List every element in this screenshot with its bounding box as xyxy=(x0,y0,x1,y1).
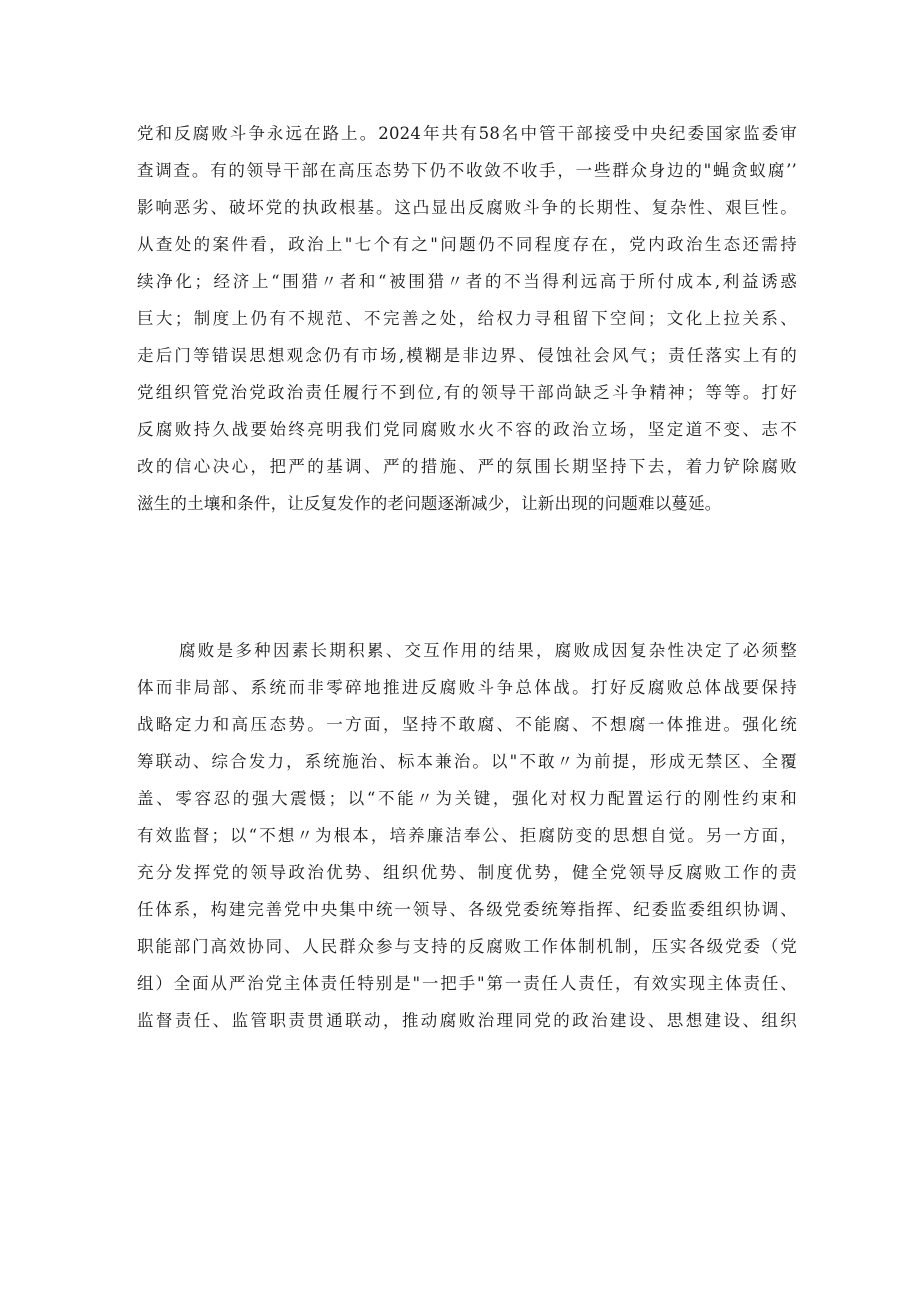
paragraph-line: 体而非局部、系统而非零碎地推进反腐败斗争总体战。打好反腐败总体战要保持 xyxy=(137,678,797,697)
paragraph-line: 党和反腐败斗争永远在路上。2024年共有58名中管干部接受中央纪委国家监委审 xyxy=(137,124,797,143)
paragraph-line: 巨大；制度上仍有不规范、不完善之处，给权力寻租留下空间；文化上拉关系、 xyxy=(137,309,797,328)
paragraph-line: 续净化；经济上“围猎〃者和“被围猎〃者的不当得利远高于所付成本,利益诱惑 xyxy=(137,272,797,291)
paragraph-line: 查调查。有的领导干部在高压态势下仍不收敛不收手，一些群众身边的"蝇贪蚁腐’’ xyxy=(137,161,797,180)
paragraph-2 xyxy=(137,632,797,1039)
paragraph-line: 筹联动、综合发力，系统施治、标本兼治。以"不敢〃为前提，形成无禁区、全覆 xyxy=(137,752,797,771)
paragraph-line: 腐败是多种因素长期积累、交互作用的结果，腐败成因复杂性决定了必须整 xyxy=(179,641,797,660)
paragraph-line: 充分发挥党的领导政治优势、组织优势、制度优势，健全党领导反腐败工作的责 xyxy=(137,863,797,882)
paragraph-line: 职能部门高效协同、人民群众参与支持的反腐败工作体制机制，压实各级党委（党 xyxy=(137,937,797,956)
paragraph-line: 盖、零容忍的强大震慑；以“不能〃为关键，强化对权力配置运行的刚性约束和 xyxy=(137,789,797,808)
paragraph-line: 从查处的案件看，政治上"七个有之"问题仍不同程度存在，党内政治生态还需持 xyxy=(137,235,797,254)
paragraph-1 xyxy=(137,115,797,522)
paragraph-line: 党组织管党治党政治责任履行不到位,有的领导干部尚缺乏斗争精神；等等。打好 xyxy=(137,383,797,402)
paragraph-line: 任体系，构建完善党中央集中统一领导、各级党委统筹指挥、纪委监委组织协调、 xyxy=(137,900,797,919)
paragraph-line: 改的信心决心，把严的基调、严的措施、严的氛围长期坚持下去，着力铲除腐败 xyxy=(137,457,797,476)
paragraph-line: 反腐败持久战要始终亮明我们党同腐败水火不容的政治立场，坚定道不变、志不 xyxy=(137,420,797,439)
paragraph-line: 滋生的土壤和条件，让反复发作的老问题逐渐减少，让新出现的问题难以蔓延。 xyxy=(137,494,722,513)
paragraph-line: 战略定力和高压态势。一方面，坚持不敢腐、不能腐、不想腐一体推进。强化统 xyxy=(137,715,797,734)
paragraph-line: 组）全面从严治党主体责任特别是"一把手"第一责任人责任，有效实现主体责任、 xyxy=(137,974,797,993)
paragraph-line: 监督责任、监管职责贯通联动，推动腐败治理同党的政治建设、思想建设、组织 xyxy=(137,1011,797,1030)
paragraph-line: 走后门等错误思想观念仍有市场,模糊是非边界、侵蚀社会风气；责任落实上有的 xyxy=(137,346,797,365)
paragraph-line: 有效监督；以“不想〃为根本，培养廉洁奉公、拒腐防变的思想自觉。另一方面， xyxy=(137,826,797,845)
paragraph-line: 影响恶劣、破坏党的执政根基。这凸显出反腐败斗争的长期性、复杂性、艰巨性。 xyxy=(137,198,797,217)
